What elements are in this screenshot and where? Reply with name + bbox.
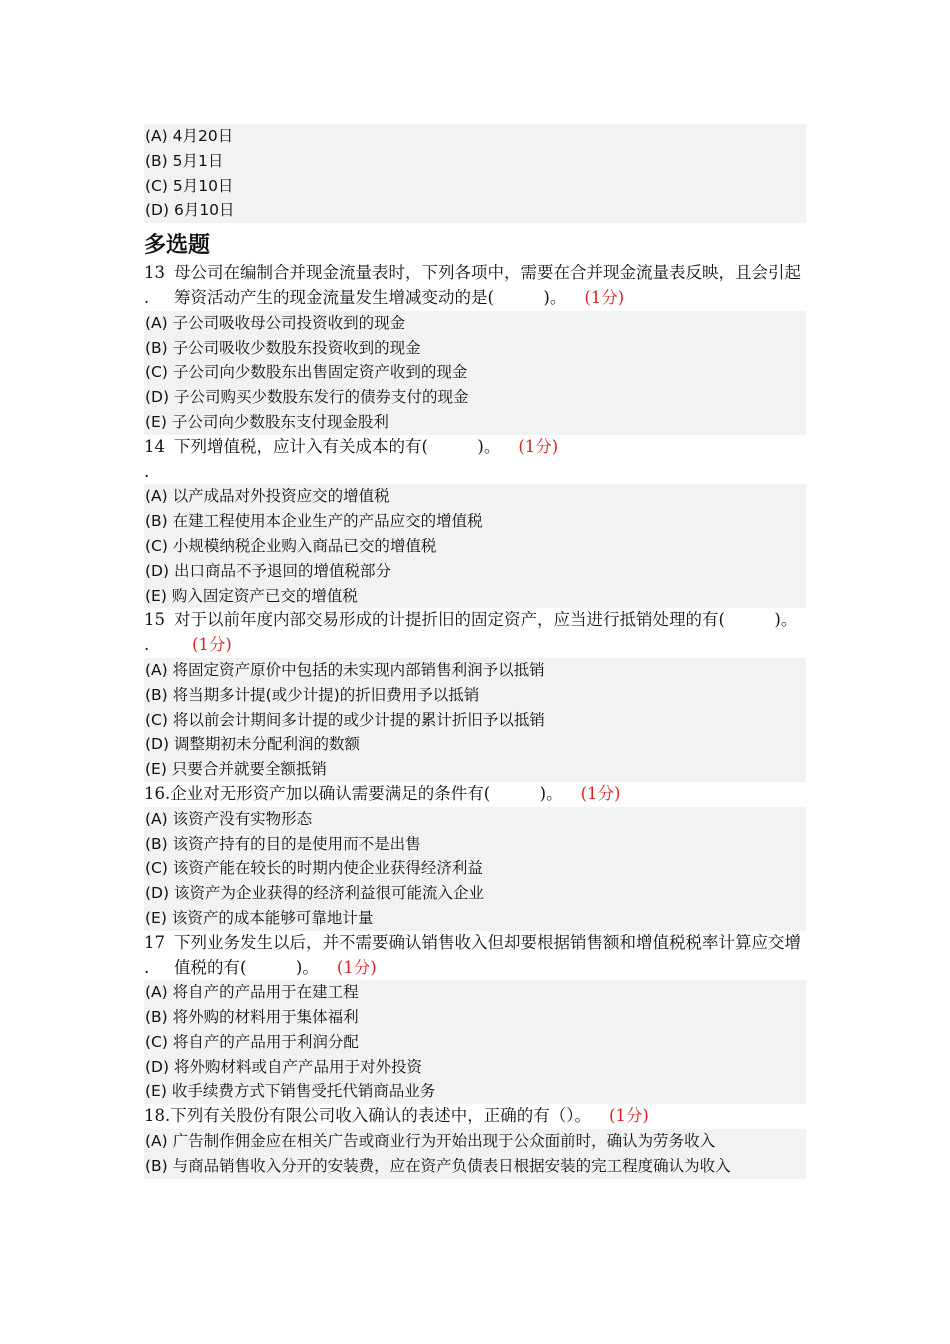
option-b[interactable]: (B) 5月1日 [145,151,224,170]
question-score: (1分) [609,1106,649,1126]
question-13 [144,261,806,311]
question-number: 15 . [144,610,165,655]
option-d[interactable]: (D) 将外购材料或自产产品用于对外投资 [145,1057,422,1076]
question-number: 14 . [144,436,165,481]
question-number: 18. [144,1106,171,1126]
question-score: (1分) [192,635,232,655]
question-15-options [144,658,806,782]
question-text: 下列业务发生以后，并不需要确认销售收入但却要根据销售额和增值税税率计算应交增值税的有( )。 (1分) [174,932,801,977]
exam-page [144,124,806,1179]
option-a[interactable]: (A) 4月20日 [145,127,234,145]
question-14-options [144,484,806,608]
prev-question-options [144,124,806,223]
option-d[interactable]: (D) 6月10日 [145,201,235,220]
option-d[interactable]: (D) 出口商品不予退回的增值税部分 [145,561,391,580]
question-13-options [144,311,806,435]
option-e[interactable]: (E) 购入固定资产已交的增值税 [145,586,358,605]
question-score: (1分) [518,436,559,456]
question-text: 母公司在编制合并现金流量表时，下列各项中，需要在合并现金流量表反映，且会引起筹资活动产生的现金流量发生增减变动的是( )。 (1分) [174,263,801,307]
option-e[interactable]: (E) 只要合并就要全额抵销 [145,760,327,779]
option-b[interactable]: (B) 将外购的材料用于集体福利 [145,1008,359,1027]
section-title: 多选题 [144,233,211,259]
option-a[interactable]: (A) 将自产的产品用于在建工程 [145,983,359,1002]
question-number: 17 . [144,932,165,977]
option-c[interactable]: (C) 子公司向少数股东出售固定资产收到的现金 [145,363,468,382]
option-a[interactable]: (A) 以产成品对外投资应交的增值税 [145,487,390,506]
option-d[interactable]: (D) 子公司购买少数股东发行的债券支付的现金 [145,388,469,407]
option-a[interactable]: (A) 广告制作佣金应在相关广告或商业行为开始出现于公众面前时，确认为劳务收入 [145,1132,716,1151]
question-18-options [144,1129,806,1179]
option-c[interactable]: (C) 5月10日 [145,176,234,195]
option-c[interactable]: (C) 小规模纳税企业购入商品已交的增值税 [145,536,437,555]
question-16-options [144,807,806,931]
question-18 [144,1104,806,1129]
question-17-options [144,980,806,1104]
question-17 [144,931,806,981]
question-score: (1分) [336,957,377,977]
question-14 [144,435,806,485]
option-e[interactable]: (E) 该资产的成本能够可靠地计量 [145,908,374,927]
option-a[interactable]: (A) 该资产没有实物形态 [145,809,313,828]
option-b[interactable]: (B) 将当期多计提(或少计提)的折旧费用予以抵销 [145,685,480,704]
option-a[interactable]: (A) 将固定资产原价中包括的未实现内部销售利润予以抵销 [145,660,545,679]
question-score: (1分) [584,287,625,307]
option-c[interactable]: (C) 该资产能在较长的时期内使企业获得经济利益 [145,859,483,878]
option-d[interactable]: (D) 该资产为企业获得的经济利益很可能流入企业 [145,884,484,903]
option-b[interactable]: (B) 在建工程使用本企业生产的产品应交的增值税 [145,512,483,531]
option-b[interactable]: (B) 该资产持有的目的是使用而不是出售 [145,834,421,853]
question-15 [144,608,806,658]
option-b[interactable]: (B) 子公司吸收少数股东投资收到的现金 [145,338,421,357]
question-16 [144,782,806,807]
question-score: (1分) [580,783,621,803]
option-c[interactable]: (C) 将以前会计期间多计提的或少计提的累计折旧予以抵销 [145,710,545,729]
question-text: 下列增值税，应计入有关成本的有( )。 (1分) [174,436,559,456]
option-e[interactable]: (E) 收手续费方式下销售受托代销商品业务 [145,1082,436,1101]
option-b[interactable]: (B) 与商品销售收入分开的安装费，应在资产负债表日根据安装的完工程度确认为收入 [145,1156,731,1175]
question-number: 16. [144,783,171,803]
question-number: 13 . [144,263,165,307]
option-e[interactable]: (E) 子公司向少数股东支付现金股利 [145,412,389,431]
question-text: 下列有关股份有限公司收入确认的表述中，正确的有（）。 (1分) [170,1106,649,1126]
option-a[interactable]: (A) 子公司吸收母公司投资收到的现金 [145,313,406,332]
question-text: 对于以前年度内部交易形成的计提折旧的固定资产，应当进行抵销处理的有( )。(1分) [174,610,798,655]
option-d[interactable]: (D) 调整期初未分配利润的数额 [145,735,360,754]
question-text: 企业对无形资产加以确认需要满足的条件有( )。 (1分) [170,783,621,803]
option-c[interactable]: (C) 将自产的产品用于利润分配 [145,1032,359,1051]
